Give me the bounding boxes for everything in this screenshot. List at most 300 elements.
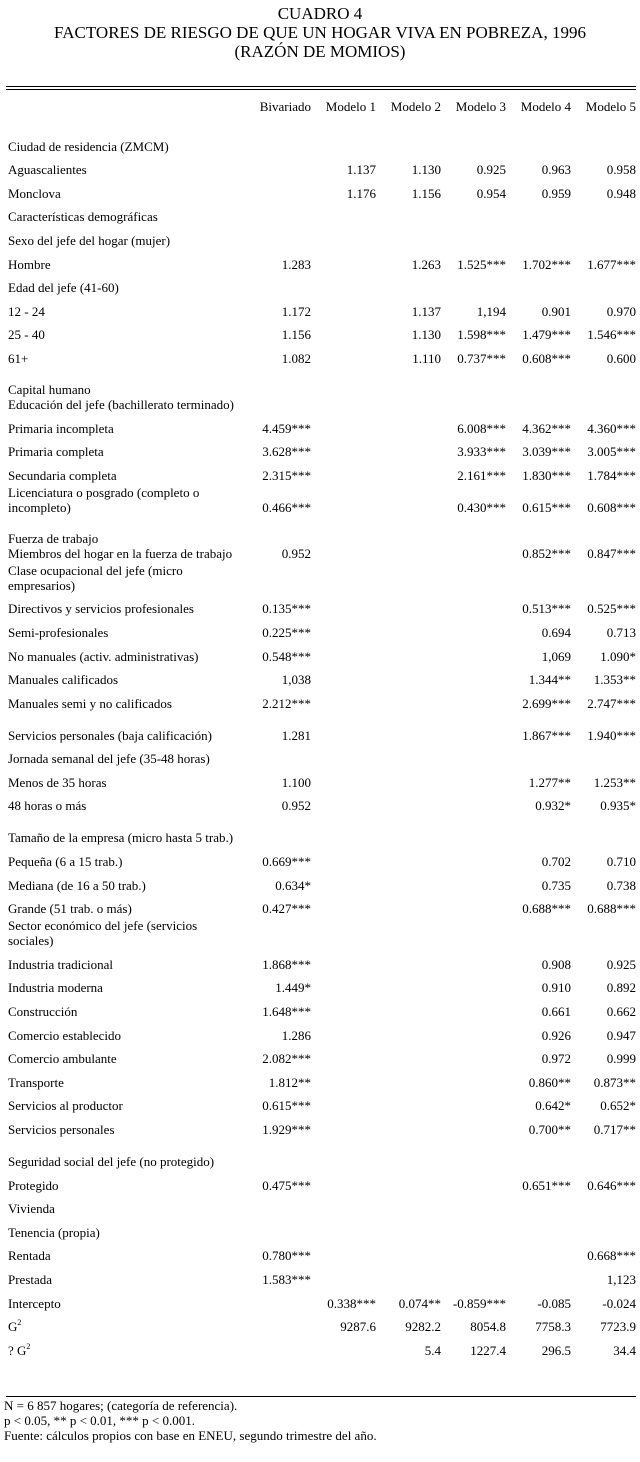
cell-value <box>443 130 508 154</box>
cell-value <box>313 640 378 664</box>
cell-value: 0.954 <box>476 185 506 201</box>
cell-value: 1,069 <box>541 648 571 664</box>
cell-value <box>313 436 378 460</box>
cell-value <box>443 1263 508 1287</box>
cell-value <box>313 515 378 561</box>
cell-value <box>443 1169 508 1193</box>
cell-value: 1,194 <box>476 303 506 319</box>
table-row <box>6 436 638 460</box>
cell-value: 0.688*** <box>587 901 636 917</box>
cell-value: 0.475*** <box>262 1177 311 1193</box>
cell-value: 0.999 <box>606 1051 636 1067</box>
cell-value <box>378 1019 443 1043</box>
cell-value: 0.608*** <box>522 350 571 366</box>
cell-value <box>313 869 378 893</box>
cell-value: 0.548*** <box>262 648 311 664</box>
row-label: Protegido <box>8 1177 59 1193</box>
cell-value <box>573 561 638 593</box>
cell-value: 1.263 <box>411 256 441 272</box>
cell-value <box>378 201 443 225</box>
row-label: Edad del jefe (41-60) <box>8 280 119 296</box>
cell-value: 3.933*** <box>457 444 506 460</box>
cell-value <box>573 1137 638 1169</box>
top-rule-double <box>6 89 636 90</box>
row-label: 48 horas o más <box>8 798 87 814</box>
cell-value <box>242 1216 313 1240</box>
cell-value <box>378 869 443 893</box>
cell-value: 0.910 <box>541 980 571 996</box>
cell-value: 0.634* <box>275 877 311 893</box>
row-label: Comercio ambulante <box>8 1051 117 1067</box>
cell-value <box>313 224 378 248</box>
cell-value <box>378 1193 443 1217</box>
table-row <box>6 593 638 617</box>
table-row <box>6 640 638 664</box>
cell-value <box>242 224 313 248</box>
cell-value <box>378 790 443 814</box>
table-row <box>6 1066 638 1090</box>
row-label: Fuerza de trabajo Miembros del hogar en la fuerza de trabajo <box>8 530 233 561</box>
cell-value <box>443 515 508 561</box>
cell-value <box>313 1113 378 1137</box>
cell-value: 1.648*** <box>262 1004 311 1020</box>
row-label: No manuales (activ. administrativas) <box>8 648 199 664</box>
row-label: Mediana (de 16 a 50 trab.) <box>8 877 146 893</box>
cell-value <box>443 711 508 743</box>
cell-value <box>508 813 573 845</box>
cell-value <box>313 1066 378 1090</box>
table-row <box>6 616 638 640</box>
cell-value <box>313 201 378 225</box>
row-label: Capital humano Educación del jefe (bachillerato terminado) <box>8 381 234 412</box>
cell-value: 4.360*** <box>587 420 636 436</box>
cell-value: 1.281 <box>281 727 311 743</box>
cell-value: 1.130 <box>411 327 441 343</box>
cell-value <box>313 893 378 917</box>
cell-value <box>313 711 378 743</box>
cell-value <box>378 1043 443 1067</box>
cell-value: 0.338*** <box>327 1295 376 1311</box>
cell-value <box>313 366 378 412</box>
cell-value: 1.277** <box>528 774 571 790</box>
cell-value: 4.459*** <box>262 420 311 436</box>
cell-value <box>508 272 573 296</box>
cell-value: 0.925 <box>476 162 506 178</box>
cell-value: 2.315*** <box>262 467 311 483</box>
row-label: 61+ <box>8 350 29 366</box>
cell-value: 0.646*** <box>587 1177 636 1193</box>
table-row <box>6 790 638 814</box>
cell-value <box>443 366 508 412</box>
table-row <box>6 972 638 996</box>
cell-value: 0.466*** <box>262 499 311 515</box>
table-row <box>6 813 638 845</box>
cell-value <box>443 893 508 917</box>
row-label: 12 - 24 <box>8 303 45 319</box>
cell-value <box>443 845 508 869</box>
cell-value: 1.929*** <box>262 1122 311 1137</box>
cell-value: 7723.9 <box>600 1319 636 1335</box>
cell-value <box>378 1169 443 1193</box>
cell-value <box>508 1240 573 1264</box>
cell-value: 0.948 <box>606 185 636 201</box>
cell-value: -0.024 <box>602 1295 636 1311</box>
cell-value: 1.868*** <box>262 956 311 972</box>
row-label: Directivos y servicios profesionales <box>8 601 194 617</box>
cell-value <box>313 295 378 319</box>
cell-value: 1.110 <box>412 350 441 366</box>
note-source: Fuente: cálculos propios con base en ENEU, segundo trimestre del año. <box>4 1428 377 1443</box>
cell-value <box>313 1193 378 1217</box>
cell-value: 0.780*** <box>262 1248 311 1264</box>
table-row <box>6 515 638 561</box>
cell-value <box>443 1043 508 1067</box>
table-row <box>6 1193 638 1217</box>
cell-value: 0.932* <box>535 798 571 814</box>
cell-value: 0.669*** <box>262 854 311 870</box>
cell-value: 1.344** <box>528 672 571 688</box>
cell-value <box>443 790 508 814</box>
cell-value <box>378 272 443 296</box>
row-label: Licenciatura o posgrado (completo o incompleto) <box>8 484 200 515</box>
table-row <box>6 1019 638 1043</box>
cell-value: 0.642* <box>535 1098 571 1114</box>
row-label: Prestada <box>8 1271 53 1287</box>
row-label: Hombre <box>8 256 51 272</box>
cell-value <box>242 1137 313 1169</box>
cell-value: 0.958 <box>606 162 636 178</box>
stat-label: ? G <box>8 1342 27 1358</box>
cell-value <box>313 845 378 869</box>
cell-value <box>313 813 378 845</box>
cell-value: 1.867*** <box>522 727 571 743</box>
cell-value <box>573 743 638 767</box>
cell-value: 0.702 <box>541 854 571 870</box>
cell-value: 5.4 <box>424 1342 441 1358</box>
cell-value <box>443 995 508 1019</box>
cell-value <box>508 561 573 593</box>
cell-value <box>508 1263 573 1287</box>
row-label: Tenencia (propia) <box>8 1224 100 1240</box>
cell-value: 1,123 <box>606 1271 636 1287</box>
row-label: Aguascalientes <box>8 162 87 178</box>
table-row <box>6 1113 638 1137</box>
row-label: Grande (51 trab. o más) <box>8 901 132 917</box>
cell-value <box>378 593 443 617</box>
cell-value <box>242 130 313 154</box>
cell-value: 2.699*** <box>522 695 571 711</box>
cell-value: 0.668*** <box>587 1248 636 1264</box>
cell-value: 0.892 <box>606 980 636 996</box>
cell-value <box>313 561 378 593</box>
cell-value <box>313 483 378 515</box>
cell-value <box>242 177 313 201</box>
table-row <box>6 561 638 593</box>
cell-value: 2.082*** <box>262 1051 311 1067</box>
cell-value: -0.859*** <box>452 1295 506 1311</box>
cell-value <box>242 1287 313 1311</box>
cell-value: 2.161*** <box>457 467 506 483</box>
row-label: Clase ocupacional del jefe (micro empresarios) <box>8 562 183 593</box>
table-row <box>6 1216 638 1240</box>
cell-value: 0.735 <box>541 877 571 893</box>
cell-value <box>443 948 508 972</box>
cell-value <box>378 366 443 412</box>
cell-value <box>443 272 508 296</box>
cell-value <box>573 224 638 248</box>
cell-value: 0.225*** <box>262 624 311 640</box>
cell-value <box>573 1216 638 1240</box>
table-row <box>6 1090 638 1114</box>
cell-value <box>313 916 378 948</box>
cell-value <box>443 561 508 593</box>
cell-value <box>443 201 508 225</box>
row-label: Vivienda <box>8 1201 55 1217</box>
cell-value <box>313 743 378 767</box>
table-row <box>6 154 638 178</box>
cell-value <box>573 272 638 296</box>
cell-value: 0.852*** <box>522 545 571 561</box>
cell-value <box>378 224 443 248</box>
cell-value <box>508 224 573 248</box>
cell-value: 0.952 <box>281 545 311 561</box>
cell-value: 0.615*** <box>262 1098 311 1114</box>
title-line-1: CUADRO 4 <box>277 4 363 23</box>
cell-value <box>313 1334 378 1358</box>
cell-value: -0.085 <box>537 1295 571 1311</box>
cell-value <box>443 1137 508 1169</box>
cell-value: 1.784*** <box>587 467 636 483</box>
cell-value <box>508 916 573 948</box>
cell-value <box>378 561 443 593</box>
table-row <box>6 201 638 225</box>
cell-value: 0.737*** <box>457 350 506 366</box>
table-row <box>6 319 638 343</box>
cell-value: 1.176 <box>346 185 376 201</box>
cell-value <box>443 1019 508 1043</box>
cell-value: 0.600 <box>606 350 636 366</box>
cell-value <box>378 640 443 664</box>
cell-value: 0.135*** <box>262 601 311 617</box>
table-row <box>6 342 638 366</box>
cell-value: 0.970 <box>606 303 636 319</box>
row-label: Primaria incompleta <box>8 420 114 436</box>
cell-value: 0.908 <box>541 956 571 972</box>
cell-value <box>242 272 313 296</box>
cell-value: 1.940*** <box>587 727 636 743</box>
cell-value <box>378 1066 443 1090</box>
row-label: Sexo del jefe del hogar (mujer) <box>8 232 171 248</box>
cell-value <box>378 766 443 790</box>
cell-value <box>378 687 443 711</box>
cell-value <box>508 1137 573 1169</box>
cell-value <box>378 1113 443 1137</box>
cell-value <box>573 813 638 845</box>
cell-value <box>378 664 443 688</box>
cell-value <box>313 130 378 154</box>
cell-value: 7758.3 <box>535 1319 571 1335</box>
cell-value <box>378 1090 443 1114</box>
cell-value <box>313 1263 378 1287</box>
cell-value: 1227.4 <box>470 1342 506 1358</box>
cell-value <box>242 916 313 948</box>
row-label: Comercio establecido <box>8 1027 121 1043</box>
cell-value: 0.694 <box>541 624 571 640</box>
cell-value: 34.4 <box>613 1342 636 1358</box>
cell-value: 0.661 <box>541 1004 571 1020</box>
cell-value <box>378 711 443 743</box>
cell-value <box>313 972 378 996</box>
cell-value <box>242 366 313 412</box>
table-row <box>6 272 638 296</box>
cell-value: 0.963 <box>541 162 571 178</box>
cell-value <box>242 813 313 845</box>
cell-value <box>443 743 508 767</box>
cell-value <box>378 972 443 996</box>
cell-value <box>443 664 508 688</box>
cell-value <box>313 616 378 640</box>
cell-value <box>443 1193 508 1217</box>
cell-value <box>443 1066 508 1090</box>
cell-value <box>443 687 508 711</box>
table-row <box>6 483 638 515</box>
cell-value <box>443 916 508 948</box>
cell-value <box>242 743 313 767</box>
cell-value: 0.925 <box>606 956 636 972</box>
cell-value: 1.283 <box>281 256 311 272</box>
cell-value <box>242 154 313 178</box>
cell-value: 1.677*** <box>587 256 636 272</box>
cell-value: 6.008*** <box>457 420 506 436</box>
cell-value <box>378 995 443 1019</box>
table-body <box>6 120 638 1358</box>
cell-value: 0.959 <box>541 185 571 201</box>
cell-value: 0.513*** <box>522 601 571 617</box>
cell-value: 1.449* <box>275 980 311 996</box>
cell-value: 0.074** <box>398 1295 441 1311</box>
table-row <box>6 711 638 743</box>
note-significance: p < 0.05, ** p < 0.01, *** p < 0.001. <box>4 1413 195 1428</box>
delta-g2-row <box>6 1334 638 1358</box>
cell-value: 1.156 <box>411 185 441 201</box>
cell-value <box>313 995 378 1019</box>
cell-value <box>573 1193 638 1217</box>
row-label: Pequeña (6 a 15 trab.) <box>8 854 123 870</box>
cell-value: 9282.2 <box>405 1319 441 1335</box>
cell-value <box>378 916 443 948</box>
cell-value: 0.847*** <box>587 545 636 561</box>
table-title <box>0 0 640 61</box>
cell-value: 0.430*** <box>457 499 506 515</box>
row-label: Jornada semanal del jefe (35-48 horas) <box>8 751 210 767</box>
cell-value <box>508 1193 573 1217</box>
table-row <box>6 295 638 319</box>
cell-value <box>313 664 378 688</box>
cell-value <box>242 1193 313 1217</box>
cell-value: 1.100 <box>281 774 311 790</box>
cell-value: 1.830*** <box>522 467 571 483</box>
row-label: Industria moderna <box>8 980 103 996</box>
header-modelo-5: Modelo 5 <box>585 99 636 114</box>
row-label: Servicios personales (baja calificación) <box>8 727 212 743</box>
cell-value: 3.039*** <box>522 444 571 460</box>
table-row <box>6 1263 638 1287</box>
row-label: Seguridad social del jefe (no protegido) <box>8 1154 215 1169</box>
cell-value <box>443 766 508 790</box>
bottom-rule <box>6 1396 636 1397</box>
table-row <box>6 1240 638 1264</box>
cell-value <box>443 616 508 640</box>
cell-value <box>508 743 573 767</box>
row-label: Tamaño de la empresa (micro hasta 5 trab.) <box>8 830 234 846</box>
cell-value <box>443 869 508 893</box>
cell-value <box>378 813 443 845</box>
cell-value: 0.710 <box>606 854 636 870</box>
cell-value: 1.479*** <box>522 327 571 343</box>
cell-value <box>313 1043 378 1067</box>
cell-value <box>242 1311 313 1335</box>
table-row <box>6 766 638 790</box>
cell-value <box>313 790 378 814</box>
cell-value: 4.362*** <box>522 420 571 436</box>
cell-value: 0.615*** <box>522 499 571 515</box>
spacer-row <box>6 120 638 130</box>
table-row <box>6 366 638 412</box>
cell-value: 0.651*** <box>522 1177 571 1193</box>
title-line-3: (RAZÓN DE MOMIOS) <box>234 42 406 61</box>
row-label: Primaria completa <box>8 444 104 460</box>
cell-value: 1.082 <box>281 350 311 366</box>
cell-value: 0.652* <box>600 1098 636 1114</box>
cell-value <box>313 593 378 617</box>
cell-value <box>313 1019 378 1043</box>
cell-value <box>508 366 573 412</box>
row-label: Transporte <box>8 1074 64 1090</box>
cell-value <box>313 1240 378 1264</box>
cell-value: 1.253** <box>593 774 636 790</box>
cell-value: 0.713 <box>606 624 636 640</box>
cell-value <box>443 1240 508 1264</box>
header-bivariado: Bivariado <box>259 99 311 114</box>
cell-value <box>242 561 313 593</box>
cell-value <box>573 130 638 154</box>
row-label: Manuales calificados <box>8 672 119 688</box>
cell-value <box>313 948 378 972</box>
cell-value <box>313 1137 378 1169</box>
cell-value <box>378 845 443 869</box>
cell-value <box>378 459 443 483</box>
cell-value <box>313 766 378 790</box>
cell-value: 1.172 <box>281 303 311 319</box>
cell-value <box>313 1216 378 1240</box>
row-label: Monclova <box>8 185 61 201</box>
table-row <box>6 130 638 154</box>
cell-value <box>378 515 443 561</box>
cell-value <box>313 319 378 343</box>
cell-value <box>443 1113 508 1137</box>
table-row <box>6 948 638 972</box>
cell-value: 296.5 <box>541 1342 571 1358</box>
header-blank <box>6 94 242 120</box>
row-label: Construcción <box>8 1004 78 1020</box>
table-row <box>6 177 638 201</box>
row-label <box>6 1334 242 1358</box>
cell-value: 0.608*** <box>587 499 636 515</box>
cell-value <box>378 1137 443 1169</box>
cell-value: 0.926 <box>541 1027 571 1043</box>
cell-value: 1.812** <box>268 1074 311 1090</box>
cell-value <box>378 743 443 767</box>
